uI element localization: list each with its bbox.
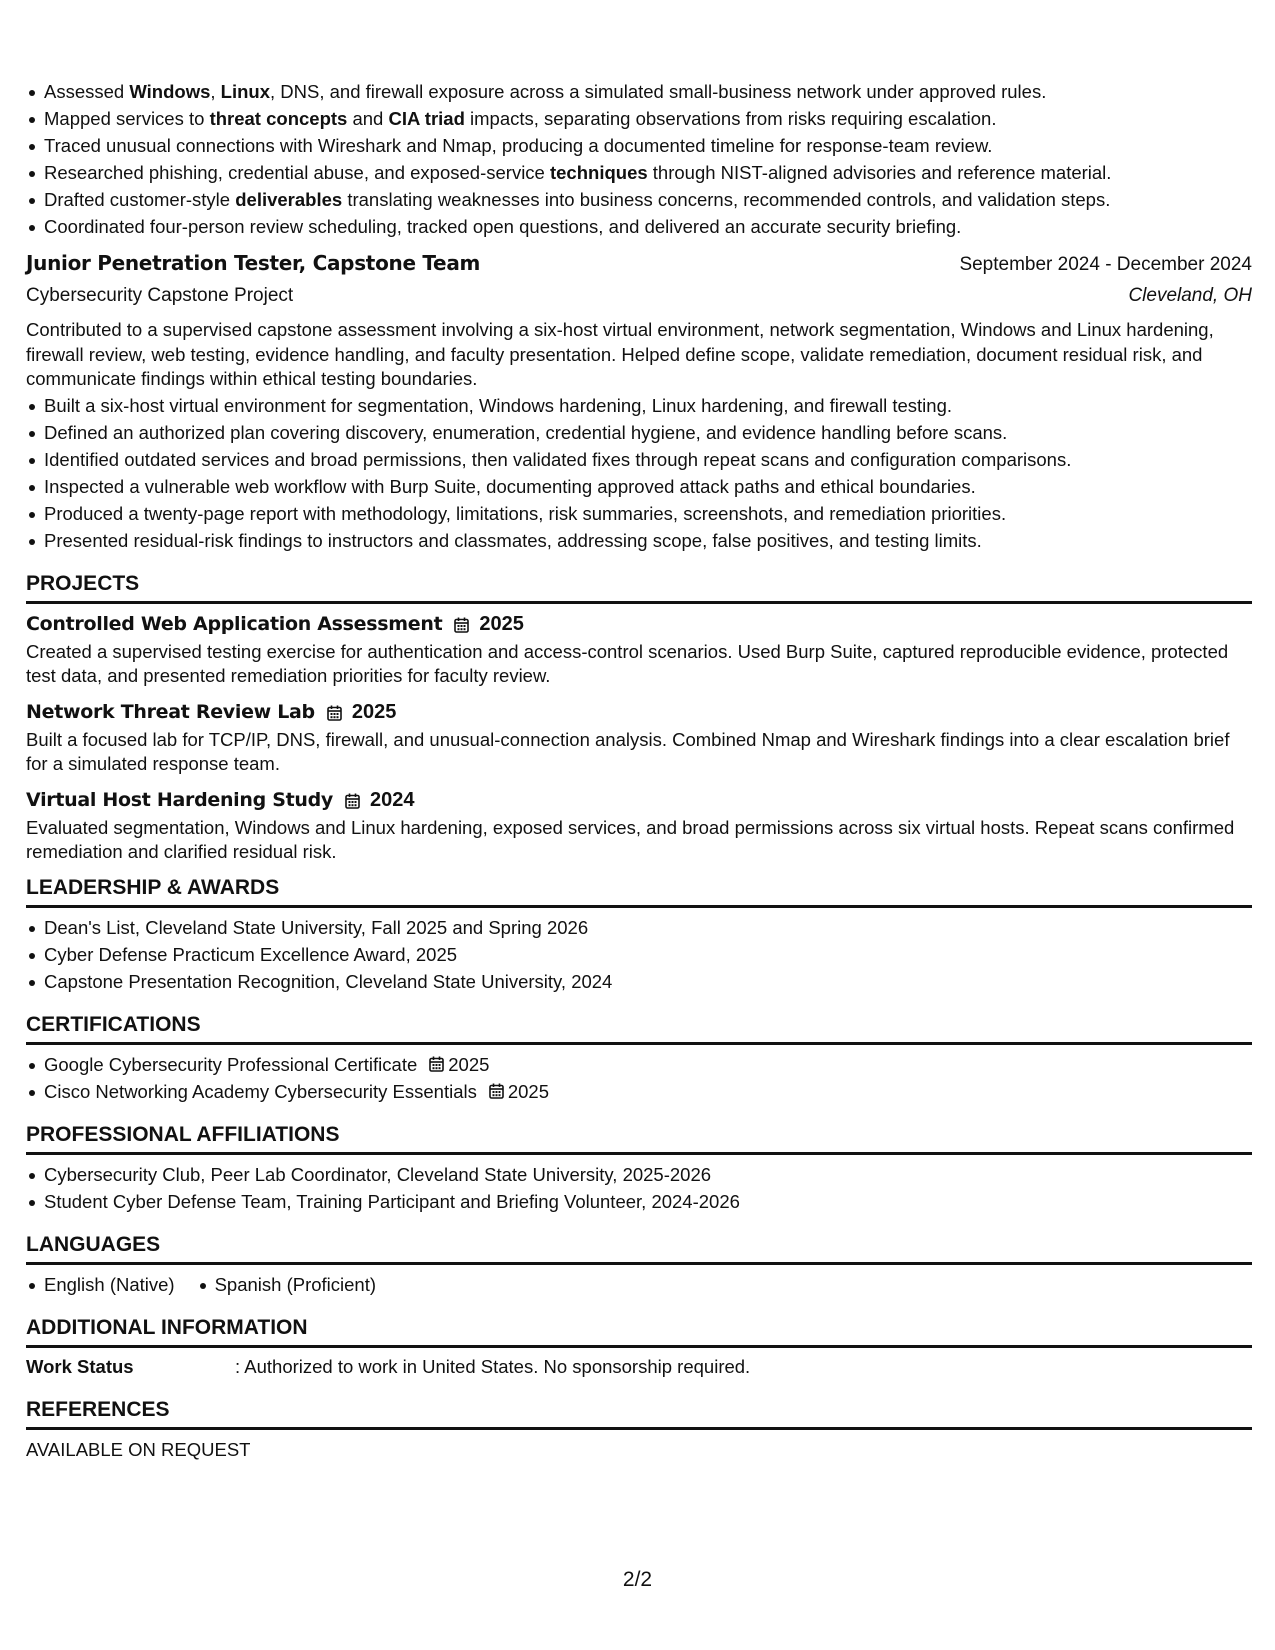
list-item [26,105,1252,132]
list-item: Student Cyber Defense Team, Training Participant and Briefing Volunteer, 2024-2026 [26,1188,1252,1215]
job-bullets [26,392,1252,554]
calendar-icon [327,705,342,721]
affiliation-list [26,1161,1252,1215]
language-list [26,1271,1252,1298]
bold-keyword: Windows [129,81,211,102]
text-segment: Researched phishing, credential abuse, and exposed-service [44,162,550,183]
list-item: Cybersecurity Club, Peer Lab Coordinator, Cleveland State University, 2025-2026 [26,1161,1252,1188]
job-subheader [26,282,1252,314]
section-title-affiliations: PROFESSIONAL AFFILIATIONS [26,1121,1252,1155]
text-segment: through NIST-aligned advisories and reference material. [647,162,1112,183]
section-title-languages: LANGUAGES [26,1231,1252,1265]
references-section [26,1396,1252,1463]
calendar-icon [429,1056,444,1072]
section-title-additional: ADDITIONAL INFORMATION [26,1314,1252,1348]
list-item: Dean's List, Cleveland State University, Fall 2025 and Spring 2026 [26,914,1252,941]
project-header [26,610,1252,640]
bold-keyword: CIA triad [388,108,465,129]
list-item: Presented residual-risk findings to instructors and classmates, addressing scope, false positives, and testing limits. [26,527,1252,554]
certification-name: Google Cybersecurity Professional Certificate [44,1053,418,1075]
list-item: Inspected a vulnerable web workflow with Burp Suite, documenting approved attack paths and ethical boundaries. [26,473,1252,500]
job-location: Cleveland, OH [1128,285,1252,306]
list-item [26,213,1252,240]
section-title-awards: LEADERSHIP & AWARDS [26,874,1252,908]
text-segment: , [210,81,221,102]
certification-item [26,1078,1252,1105]
resume-page [26,78,1252,1463]
text-segment: Drafted customer-style [44,189,236,210]
list-item [26,132,1252,159]
job-organization: Cybersecurity Capstone Project [26,285,294,306]
text-segment: Coordinated four-person review scheduling, tracked open questions, and delivered an accurate security briefing. [44,216,962,237]
calendar-icon [454,617,469,633]
section-title-references: REFERENCES [26,1396,1252,1430]
certification-list [26,1051,1252,1105]
project-header [26,786,1252,816]
affiliations-section [26,1121,1252,1215]
list-item: Produced a twenty-page report with methodology, limitations, risk summaries, screenshots, and remediation priorities. [26,500,1252,527]
certification-item [26,1051,1252,1078]
text-segment: Mapped services to [44,108,210,129]
references-text: AVAILABLE ON REQUEST [26,1438,251,1460]
languages-section [26,1231,1252,1298]
job-title: Junior Penetration Tester, Capstone Team [26,251,481,275]
page-number: 2/2 [622,1568,653,1591]
job-header [26,250,1252,282]
text-segment: and [347,108,389,129]
certification-year: 2025 [507,1080,550,1102]
project-year: 2025 [351,701,397,723]
project-list [26,610,1252,864]
work-status-row [26,1354,1252,1380]
section-title-projects: PROJECTS [26,570,1252,604]
text-segment: impacts, separating observations from risks requiring escalation. [464,108,997,129]
projects-section [26,570,1252,864]
project-header [26,698,1252,728]
awards-section [26,874,1252,995]
project-description: Built a focused lab for TCP/IP, DNS, firewall, and unusual-connection analysis. Combined Nmap and Wireshark findings into a clear escalation brief for a simulated response team. [26,728,1230,774]
bold-keyword: Linux [220,81,271,102]
list-item [26,78,1252,105]
project-description: Created a supervised testing exercise for authentication and access-control scenarios. Used Burp Suite, captured reproducible evidence, protected test data, and presented remediation priorities for faculty review. [26,640,1229,686]
project-entry [26,610,1252,688]
text-segment: translating weaknesses into business concerns, recommended controls, and validation steps. [342,189,1111,210]
additional-section [26,1314,1252,1380]
project-entry [26,698,1252,776]
project-title: Virtual Host Hardening Study [26,789,334,811]
list-item: English (Native) [26,1271,175,1298]
job-dates: September 2024 - December 2024 [959,254,1252,275]
work-status-label: Work Status [26,1355,134,1377]
list-item: Identified outdated services and broad permissions, then validated fixes through repeat scans and configuration comparisons. [26,446,1252,473]
section-title-certifications: CERTIFICATIONS [26,1011,1252,1045]
certification-year: 2025 [448,1053,490,1075]
certification-name: Cisco Networking Academy Cybersecurity Essentials [44,1080,477,1102]
list-item [26,186,1252,213]
work-status-value: : Authorized to work in United States. No sponsorship required. [235,1355,751,1377]
experience-bullets [26,78,1252,240]
project-entry [26,786,1252,864]
bold-keyword: deliverables [235,189,343,210]
text-segment: Traced unusual connections with Wireshark and Nmap, producing a documented timeline for response-team review. [44,135,993,156]
calendar-icon [345,793,360,809]
project-title: Network Threat Review Lab [26,701,315,723]
list-item: Built a six-host virtual environment for segmentation, Windows hardening, Linux hardening, and firewall testing. [26,392,1252,419]
certifications-section [26,1011,1252,1105]
list-item [26,159,1252,186]
bold-keyword: techniques [549,162,648,183]
text-segment: , DNS, and firewall exposure across a simulated small-business network under approved rules. [270,81,1047,102]
project-year: 2025 [479,613,524,635]
text-segment: Assessed [44,81,130,102]
project-year: 2024 [370,789,415,811]
list-item: Cyber Defense Practicum Excellence Award, 2025 [26,941,1252,968]
award-list [26,914,1252,995]
list-item: Spanish (Proficient) [197,1271,376,1298]
bold-keyword: threat concepts [209,108,348,129]
list-item: Defined an authorized plan covering discovery, enumeration, credential hygiene, and evidence handling before scans. [26,419,1252,446]
project-title: Controlled Web Application Assessment [26,613,443,635]
calendar-icon [489,1083,504,1099]
list-item: Capstone Presentation Recognition, Cleveland State University, 2024 [26,968,1252,995]
job-summary: Contributed to a supervised capstone assessment involving a six-host virtual environment, network segmentation, Windows and Linux hardening, firewall review, web testing, evidence handling, and faculty presentation. Helped define scope, validate remediation, document residual risk, and communicate findings within ethical testing boundaries. [26,319,1214,389]
project-description: Evaluated segmentation, Windows and Linux hardening, exposed services, and broad permissions across six virtual hosts. Repeat scans confirmed remediation and clarified residual risk. [26,816,1235,862]
